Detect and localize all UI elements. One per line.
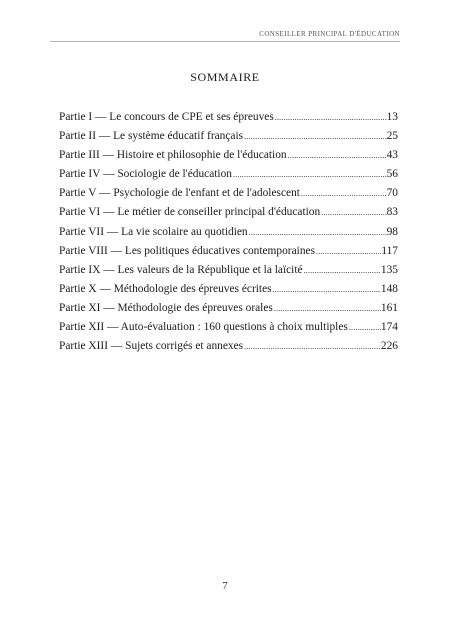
dot-leader <box>274 108 387 127</box>
header-rule <box>50 41 400 42</box>
toc-entry-label: Partie VIII — Les politiques éducatives contemporaines <box>59 244 316 257</box>
toc-entry-label: Partie VII — La vie scolaire au quotidien <box>59 225 248 238</box>
toc-entry-label: Partie II — Le système éducatif français <box>59 130 244 143</box>
toc-entry[interactable] <box>59 203 398 222</box>
toc-entry-label: Partie XII — Auto-évaluation : 160 questions à choix multiples <box>59 321 348 334</box>
dot-leader <box>300 184 387 203</box>
dot-leader <box>287 146 387 165</box>
toc-entry-page: 117 <box>381 244 398 257</box>
dot-leader <box>348 318 381 337</box>
toc-entry[interactable] <box>59 318 398 337</box>
toc-entry-page: 226 <box>380 340 398 353</box>
toc-entry-page: 174 <box>380 321 398 334</box>
toc-entry-label: Partie X — Méthodologie des épreuves écrites <box>59 282 272 295</box>
toc-entry[interactable] <box>59 223 398 242</box>
toc-entry-page: 13 <box>386 111 398 123</box>
dot-leader <box>303 261 381 280</box>
page-title: SOMMAIRE <box>190 70 260 84</box>
running-header: CONSEILLER PRINCIPAL D'ÉDUCATION <box>259 30 400 38</box>
toc-entry-label: Partie IV — Sociologie de l'éducation <box>59 168 232 181</box>
toc-entry-page: 161 <box>380 301 398 314</box>
toc-entry[interactable] <box>59 242 398 261</box>
dot-leader <box>272 280 381 299</box>
toc-entry-page: 25 <box>386 130 398 143</box>
toc-entry[interactable] <box>59 280 398 299</box>
dot-leader <box>243 127 387 146</box>
dot-leader <box>315 242 381 261</box>
page-number: 7 <box>222 580 228 592</box>
toc-entry[interactable] <box>59 146 398 165</box>
toc-entry-page: 83 <box>386 206 398 219</box>
dot-leader <box>273 299 381 318</box>
toc-entry-label: Partie XI — Méthodologie des épreuves orales <box>59 301 273 314</box>
table-of-contents <box>59 108 398 356</box>
toc-entry-label: Partie I — Le concours de CPE et ses épreuves <box>59 111 274 123</box>
toc-entry-label: Partie VI — Le métier de conseiller principal d'éducation <box>59 206 321 219</box>
dot-leader <box>248 223 387 242</box>
toc-entry-label: Partie III — Histoire et philosophie de l'éducation <box>59 149 287 162</box>
toc-entry[interactable] <box>59 127 398 146</box>
toc-entry[interactable] <box>59 299 398 318</box>
dot-leader <box>232 165 387 184</box>
toc-entry-page: 148 <box>380 282 398 295</box>
toc-entry-label: Partie V — Psychologie de l'enfant et de l'adolescent <box>59 187 300 200</box>
toc-entry-page: 135 <box>380 263 398 276</box>
toc-entry-page: 43 <box>386 149 398 162</box>
toc-entry[interactable] <box>59 337 398 356</box>
toc-entry-label: Partie IX — Les valeurs de la République et la laïcité <box>59 263 303 276</box>
toc-entry[interactable] <box>59 261 398 280</box>
toc-entry[interactable] <box>59 165 398 184</box>
toc-entry[interactable] <box>59 108 398 127</box>
toc-entry-label: Partie XIII — Sujets corrigés et annexes <box>59 340 244 353</box>
toc-entry[interactable] <box>59 184 398 203</box>
dot-leader <box>243 337 381 356</box>
toc-entry-page: 56 <box>386 168 398 181</box>
toc-entry-page: 98 <box>386 225 398 238</box>
toc-entry-page: 70 <box>386 187 398 200</box>
dot-leader <box>320 203 386 222</box>
